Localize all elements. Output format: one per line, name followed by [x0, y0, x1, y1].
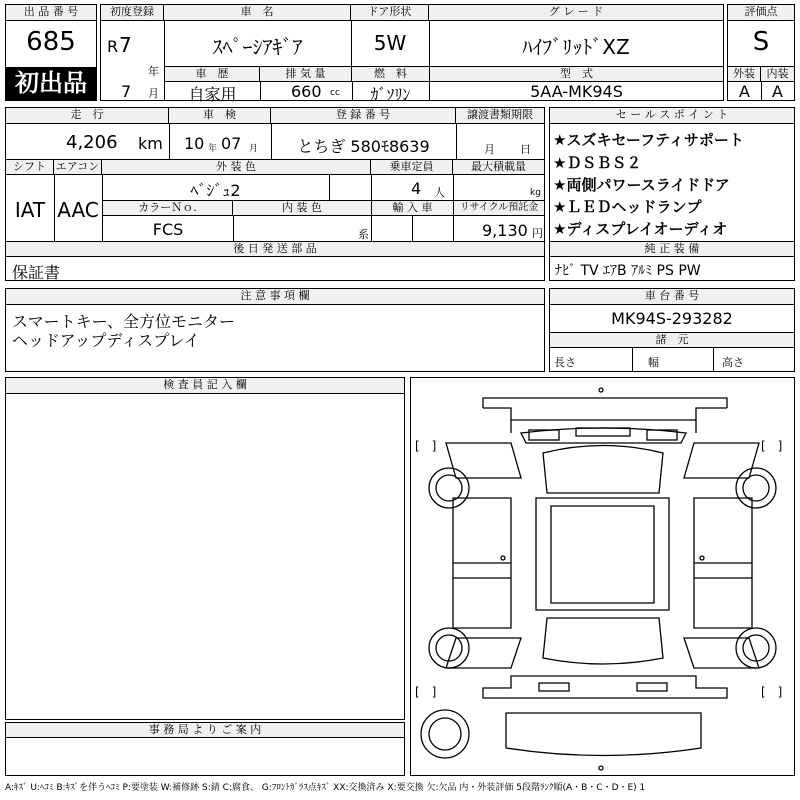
exterior-rating-header: 外装 — [728, 67, 761, 82]
grade-value: ﾊｲﾌﾞﾘｯﾄﾞXZ — [522, 35, 630, 59]
history-header: 車 歴 — [165, 67, 260, 82]
capacity-value: 4 — [411, 179, 422, 198]
lot-number: 685 — [26, 27, 76, 57]
sales-point-item: ★両側パワースライドドア — [553, 176, 730, 194]
spec-width-label: 幅 — [648, 356, 659, 369]
shift-header: シフト — [6, 160, 54, 175]
first-reg-era: R — [107, 37, 119, 56]
model-value: 5AA-MK94S — [530, 82, 623, 101]
deadline-day-unit: 日 — [520, 143, 531, 156]
office-box — [5, 722, 405, 776]
notes-line: スマートキー、全方位モニター — [12, 312, 236, 331]
aircon-value: AAC — [57, 198, 99, 222]
inspector-box — [5, 377, 405, 720]
registration-value: とちぎ 580ﾓ8639 — [297, 137, 430, 156]
inspection-year-unit: 年 — [208, 144, 218, 154]
notes-box — [5, 288, 545, 372]
first-listing-badge: 初出品 — [6, 67, 96, 100]
later-parts-value: 保証書 — [12, 263, 61, 282]
lot-number-box — [5, 4, 97, 101]
rating-header: 評価点 — [728, 5, 794, 21]
first-reg-month: 7 — [121, 82, 132, 101]
car-name-value: ｽﾍﾟｰｼｱｷﾞｱ — [212, 35, 303, 59]
equipment-header: 純 正 装 備 — [550, 242, 794, 257]
sales-point-item: ★ＬＥＤヘッドランプ — [553, 198, 702, 216]
rating-value: S — [752, 27, 770, 57]
later-parts-header: 後 日 発 送 部 品 — [6, 242, 544, 257]
registration-header: 登 録 番 号 — [271, 108, 456, 124]
inspection-month: 07 — [221, 134, 242, 153]
interior-color-unit: 系 — [358, 228, 369, 241]
sales-points-box — [549, 107, 795, 281]
inspection-month-unit: 月 — [249, 144, 259, 154]
max-load-unit: kg — [530, 188, 541, 198]
color-no-value: FCS — [152, 220, 184, 239]
capacity-header: 乗車定員 — [371, 160, 453, 175]
sales-point-item: ★スズキセーフティサポート — [553, 131, 744, 149]
displacement-value: 660 — [291, 82, 322, 101]
first-reg-month-unit: 月 — [148, 87, 159, 100]
color-no-header: カラーＮｏ. — [103, 201, 233, 216]
diagram-bracket: [ ] — [761, 685, 783, 699]
chassis-header: 車 台 番 号 — [550, 289, 794, 305]
exterior-color-value: ﾍﾞｼﾞｭ2 — [190, 181, 241, 200]
door-value: 5W — [373, 31, 407, 55]
specs-header: 諸 元 — [550, 333, 794, 348]
car-name-header: 車 名 — [164, 5, 351, 21]
notes-line: ヘッドアップディスプレイ — [12, 331, 200, 350]
equipment-value: ﾅﾋﾞ TV ｴｱB ｱﾙﾐ PS PW — [555, 263, 701, 279]
grade-header: グ レ ー ド — [429, 5, 723, 21]
interior-rating-header: 内装 — [761, 67, 794, 82]
details-grid — [5, 107, 545, 281]
rating-box — [727, 4, 795, 101]
inspection-year: 10 — [184, 134, 205, 153]
recycle-unit: 円 — [532, 227, 543, 240]
fuel-value: ｶﾞｿﾘﾝ — [370, 85, 411, 104]
spec-length-label: 長さ — [554, 356, 576, 369]
diagram-bracket: [ ] — [761, 439, 783, 453]
history-value: 自家用 — [188, 85, 237, 104]
transfer-deadline-header: 譲渡書類期限 — [456, 108, 544, 124]
exterior-rating-value: A — [739, 82, 750, 101]
exterior-color-header: 外 装 色 — [102, 160, 371, 175]
chassis-value: MK94S-293282 — [611, 309, 733, 328]
mileage-unit: km — [138, 134, 163, 153]
interior-rating-value: A — [772, 82, 783, 101]
max-load-header: 最大積載量 — [453, 160, 544, 175]
inspector-header: 検 査 員 記 入 欄 — [6, 378, 404, 394]
first-reg-header: 初度登録 — [101, 5, 164, 21]
displacement-unit: cc — [330, 88, 340, 98]
notes-header: 注 意 事 項 欄 — [6, 289, 544, 305]
chassis-box — [549, 288, 795, 372]
model-header: 型 式 — [430, 67, 723, 82]
first-reg-year: 7 — [119, 33, 132, 57]
shift-value: IAT — [14, 198, 46, 222]
recycle-value: 9,130 — [482, 221, 528, 240]
displacement-header: 排 気 量 — [260, 67, 352, 82]
spec-height-label: 高さ — [722, 356, 744, 369]
import-header: 輸 入 車 — [372, 201, 453, 216]
lot-number-header: 出 品 番 号 — [6, 5, 96, 21]
damage-legend: A:ｷｽﾞ U:ﾍｺﾐ B:ｷｽﾞを伴うﾍｺﾐ P:要塗装 W:補修跡 S:錆 C:腐食、 G:ﾌﾛﾝﾄｶﾞﾗｽ点ｷｽﾞ XX:交換済み X:要交換 欠:欠品 内・外装評価 5段階ﾗﾝｸ順(A・B・C・D・E) 1 — [5, 783, 646, 793]
interior-color-header: 内 装 色 — [233, 201, 371, 216]
inspection-header: 車 検 — [169, 108, 271, 124]
car-body-diagram — [411, 378, 794, 775]
recycle-header: リサイクル預託金 — [454, 201, 544, 216]
aircon-header: エアコン — [54, 160, 102, 175]
capacity-unit: 人 — [434, 186, 445, 199]
vehicle-info-grid — [100, 4, 724, 104]
mileage-header: 走 行 — [6, 108, 169, 124]
diagram-bracket: [ ] — [415, 439, 437, 453]
mileage-value: 4,206 — [66, 132, 118, 153]
fuel-header: 燃 料 — [352, 67, 429, 82]
door-header: ドア形状 — [351, 5, 429, 21]
sales-point-item: ★ディスプレイオーディオ — [553, 220, 728, 238]
car-diagram-box — [410, 377, 795, 776]
first-reg-year-unit: 年 — [148, 65, 159, 78]
sales-point-item: ★ＤＳＢＳ２ — [553, 154, 642, 172]
deadline-month-unit: 月 — [484, 143, 495, 156]
diagram-bracket: [ ] — [415, 685, 437, 699]
office-header: 事 務 局 よ り ご 案 内 — [6, 723, 404, 738]
sales-points-header: セ ー ル ス ポ イ ン ト — [550, 108, 794, 124]
